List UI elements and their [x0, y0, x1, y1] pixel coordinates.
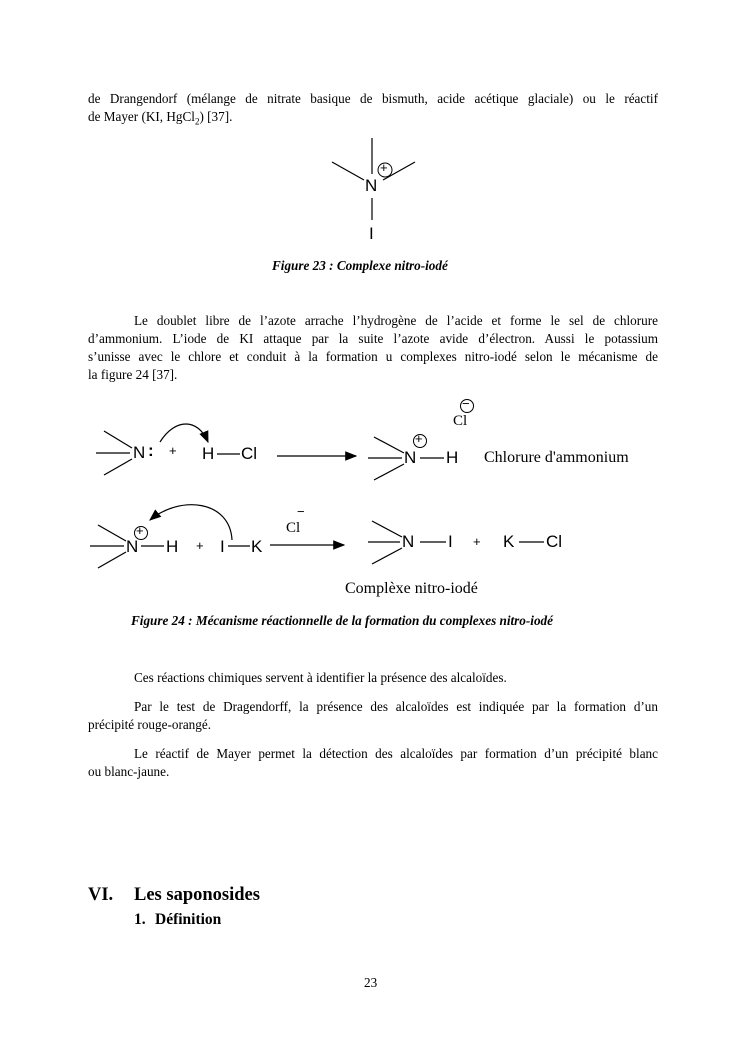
fig23-charge-plus: +	[380, 160, 388, 175]
paragraph-1-line-1: Le doublet libre de l’azote arrache l’hydrogène de l’acide et forme le sel de chlorure	[134, 313, 658, 328]
r2p-atom-n: N	[402, 532, 415, 551]
r1-plus: +	[169, 443, 177, 458]
r2-arrow-cl: Cl	[286, 520, 301, 536]
r2p-label: Complèxe nitro-iodé	[345, 580, 478, 597]
r2p-n-bond-bottom	[372, 548, 402, 564]
r1p-label: Chlorure d'ammonium	[484, 449, 629, 466]
subsection-title: Définition	[155, 911, 222, 928]
r2-atom-i: I	[220, 537, 225, 556]
r1-atom-h: H	[202, 444, 215, 463]
r1-n-bond-bottom	[104, 459, 132, 475]
r2-plus: +	[196, 538, 204, 553]
figure-24-caption: Figure 24 : Mécanisme réactionnelle de la formation du complexes nitro-iodé	[131, 613, 553, 628]
fig23-atom-n: N	[365, 176, 378, 195]
r1-curved-arrow	[160, 424, 208, 442]
r2-n-bond-bottom	[98, 552, 126, 568]
r1-n-bond-top	[104, 431, 132, 448]
figure-23-caption: Figure 23 : Complexe nitro-iodé	[272, 258, 448, 273]
r2-arrow-minus: −	[297, 504, 305, 519]
r2p-atom-i: I	[448, 532, 453, 551]
paragraph-1-line-3: s’unisse avec le chlore et conduit à la formation u complexes nitro-iodé selon le mécanisme de	[88, 349, 658, 364]
paragraph-1-line-4: la figure 24 [37].	[88, 367, 178, 382]
r1p-n-bond-bottom	[374, 464, 404, 480]
r1p-atom-n: N	[404, 448, 417, 467]
r2-curved-arrow	[150, 505, 232, 540]
paragraph-4-line-2: ou blanc-jaune.	[88, 764, 170, 779]
paragraph-3-line-1: Par le test de Dragendorff, la présence des alcaloïdes est indiquée par la formation d’un	[134, 699, 658, 714]
r2-atom-h: H	[166, 537, 179, 556]
r1-atom-n: N	[133, 443, 146, 462]
intro-line-1: de Drangendorf (mélange de nitrate basique de bismuth, acide acétique glaciale) ou le réactif	[88, 91, 658, 106]
paragraph-1-line-2: d’ammonium. L’iode de KI attaque par la suite l’azote avide d’électron. Aussi le potassium	[88, 331, 658, 346]
r2p-plus: +	[473, 534, 481, 549]
r2p-n-bond-top	[372, 521, 402, 537]
r2-atom-k: K	[251, 537, 263, 556]
r1-lone-pair: :	[148, 441, 154, 460]
subsection-number: 1.	[134, 911, 146, 928]
paragraph-3-line-2: précipité rouge-orangé.	[88, 717, 212, 732]
page-number: 23	[364, 975, 378, 990]
r2p-atom-cl: Cl	[546, 532, 563, 551]
r1p-n-bond-top	[374, 437, 404, 453]
r1p-charge-pos: +	[415, 431, 423, 446]
r2-atom-n: N	[126, 537, 139, 556]
fig23-atom-i: I	[369, 224, 374, 243]
intro-line-2-sub: 2	[194, 116, 200, 127]
r1p-atom-h: H	[446, 448, 459, 467]
r1p-charge-neg: −	[462, 396, 470, 411]
r2-n-bond-top	[98, 525, 126, 541]
paragraph-4-line-1: Le réactif de Mayer permet la détection des alcaloïdes par formation d’un précipité blanc	[134, 746, 658, 761]
intro-line-2-suffix: ) [37].	[199, 109, 233, 124]
r2-charge-pos: +	[136, 523, 144, 538]
r1p-atom-cl: Cl	[453, 413, 468, 429]
section-number: VI.	[88, 885, 114, 905]
r1-atom-cl: Cl	[241, 444, 258, 463]
intro-line-2-prefix: de Mayer (KI, HgCl	[88, 109, 195, 124]
section-title: Les saponosides	[134, 885, 260, 905]
r2p-atom-k: K	[503, 532, 515, 551]
paragraph-2: Ces réactions chimiques servent à identifier la présence des alcaloïdes.	[134, 670, 507, 685]
